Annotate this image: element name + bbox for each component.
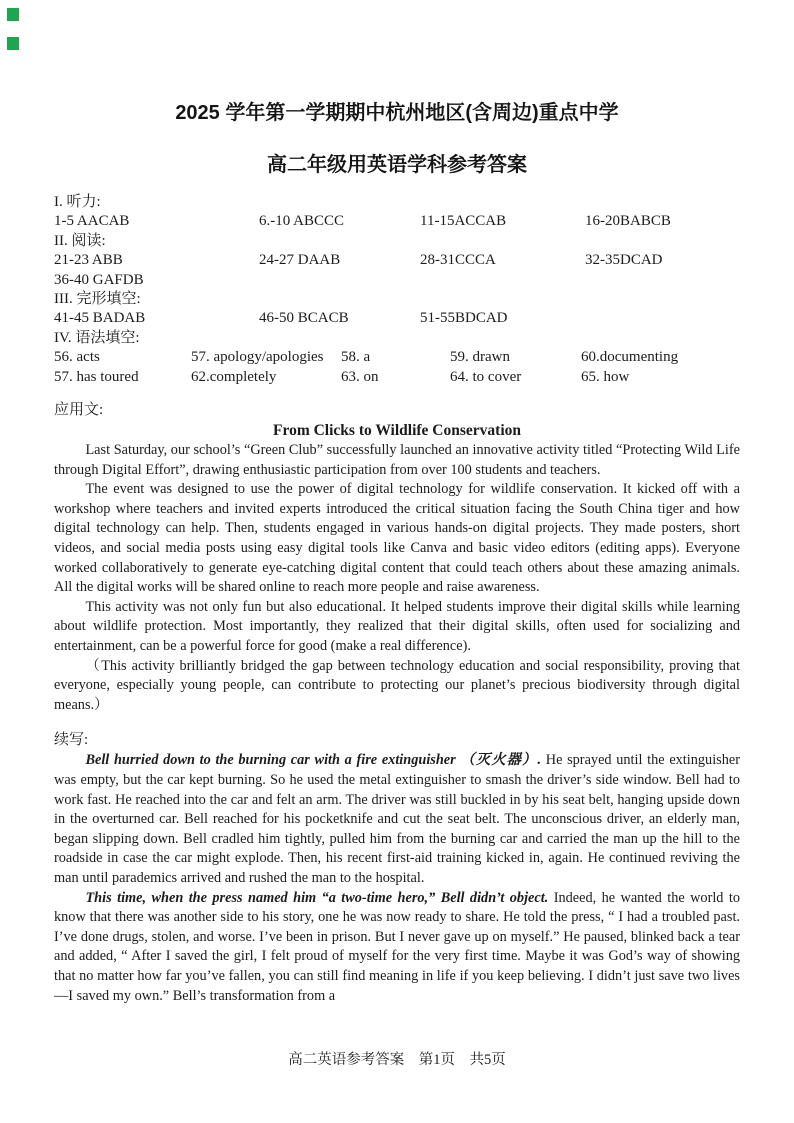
continuation-section-label: 续写:	[54, 732, 89, 749]
answer-cell: 1-5 AACAB	[54, 213, 130, 230]
answer-cell: 57. has toured	[54, 368, 139, 385]
green-square-mark-top	[7, 8, 19, 21]
answer-cell: 58. a	[341, 349, 371, 366]
essay-paragraph-3: This activity was not only fun but also educational. It helped students improve their digital skills while learning about wildlife protection. Most importantly, they realized that their digital skills, often used for socializing and entertainment, can be a powerful force for good (make a real difference).	[54, 598, 740, 654]
essay-paragraph-1: Last Saturday, our school’s “Green Club” successfully launched an innovative activity titled “Protecting Wild Life through Digital Effort”, drawing enthusiastic participation from over 100 students and teachers.	[54, 442, 740, 478]
answer-cell: 56. acts	[54, 349, 100, 366]
answer-cell: 16-20BABCB	[585, 213, 671, 230]
answer-cell: 21-23 ABB	[54, 252, 123, 269]
document-title-line2: 高二年级用英语学科参考答案	[267, 154, 527, 176]
continuation-paragraph-2-lead: This time, when the press named him “a two-time hero,” Bell didn’t object.	[85, 889, 549, 906]
answer-row-reading-2	[54, 271, 740, 290]
answer-cell: 59. drawn	[450, 349, 510, 366]
section-heading-reading: II. 阅读:	[54, 232, 106, 249]
answer-cell: 51-55BDCAD	[420, 310, 508, 327]
answer-cell: 24-27 DAAB	[259, 252, 341, 269]
answer-row-grammar-1	[54, 348, 740, 367]
continuation-paragraph-1	[54, 751, 740, 888]
continuation-paragraph-2-body: Indeed, he wanted the world to know that there was another side to his story, one he was now ready to share. He told the press, “ I had a troubled past. I’ve done drugs, stolen, and worse. I’ve been in prison. But I never gave up on myself.” He paused, blinked back a tear and added, “ After I saved the girl, I felt proud of myself for the very first time. Maybe it was God’s way of showing that no matter how far you’ve fallen, you can still find meaning in life if you keep believing. I didn’t just save two lives—I saved my own.” Bell’s transformation from a	[54, 889, 740, 1004]
section-heading-cloze: III. 完形填空:	[54, 291, 141, 308]
answer-row-listening	[54, 212, 740, 231]
section-heading-grammar: IV. 语法填空:	[54, 329, 140, 346]
essay-paragraph-4: （This activity brilliantly bridged the gap between technology education and social responsibility, proving that everyone, especially young people, can contribute to protecting our planet’s precious biodiversity through digital means.）	[54, 657, 740, 713]
answer-cell: 63. on	[341, 368, 379, 385]
answer-cell: 32-35DCAD	[585, 252, 663, 269]
answer-row-grammar-2	[54, 368, 740, 387]
answer-cell: 6.-10 ABCCC	[259, 213, 345, 230]
answer-cell: 65. how	[581, 368, 630, 385]
answer-cell: 41-45 BADAB	[54, 310, 146, 327]
answer-row-cloze	[54, 309, 740, 328]
answer-cell: 64. to cover	[450, 368, 522, 385]
answer-key-section	[54, 193, 740, 387]
document-title-line1: 2025 学年第一学期期中杭州地区(含周边)重点中学	[175, 102, 619, 124]
continuation-paragraph-1-body: He sprayed until the extinguisher was empty, but the car kept burning. So he used the metal extinguisher to smash the driver’s side window. Bell had to work fast. He reached into the car and felt an arm. The driver was still buckled in by his seat belt, hanging upside down in the overturned car. Bell reached for his pocketknife and cut the seat belt. The unconscious driver, an elderly man, began slipping down. Bell cradled him tightly, pulled him from the burning car and carried the man up the hill to the roadside in case the car might explode. Then, his recent first-aid training kicked in, again. He continued reviving the man until parademics arrived and rushed the man to the hospital.	[54, 752, 740, 886]
continuation-section	[54, 730, 740, 1006]
page-footer: 高二英语参考答案 第1页 共5页	[288, 1052, 506, 1068]
continuation-paragraph-1-lead: Bell hurried down to the burning car with a fire extinguisher （灭火器）.	[85, 752, 542, 769]
section-heading-listening: I. 听力:	[54, 194, 101, 210]
answer-cell: 11-15ACCAB	[420, 213, 507, 230]
answer-row-reading-1	[54, 251, 740, 270]
answer-cell: 28-31CCCA	[420, 252, 496, 269]
answer-cell: 36-40 GAFDB	[54, 271, 144, 288]
essay-title: From Clicks to Wildlife Conservation	[273, 422, 521, 440]
continuation-paragraph-2	[54, 889, 740, 1007]
essay-paragraph-2: The event was designed to use the power of digital technology for wildlife conservation. It kicked off with a workshop where teachers and invited experts introduced the critical situation facing the South China tiger and how digital technology can help. Then, students engaged in various hands-on digital projects. They made posters, short videos, and social media posts using easy digital tools like Canva and basic video editors (editing apps). Everyone worked collaboratively to generate eye-catching digital content that could teach others about these amazing animals. All the digital works will be shared online to reach more people and raise awareness.	[54, 481, 740, 596]
green-square-mark-bottom	[7, 37, 19, 50]
essay-section	[54, 400, 740, 715]
answer-cell: 57. apology/apologies	[191, 349, 324, 366]
answer-cell: 62.completely	[191, 368, 277, 385]
answer-cell: 60.documenting	[581, 349, 679, 366]
essay-section-label: 应用文:	[54, 402, 104, 419]
answer-cell: 46-50 BCACB	[259, 310, 349, 327]
